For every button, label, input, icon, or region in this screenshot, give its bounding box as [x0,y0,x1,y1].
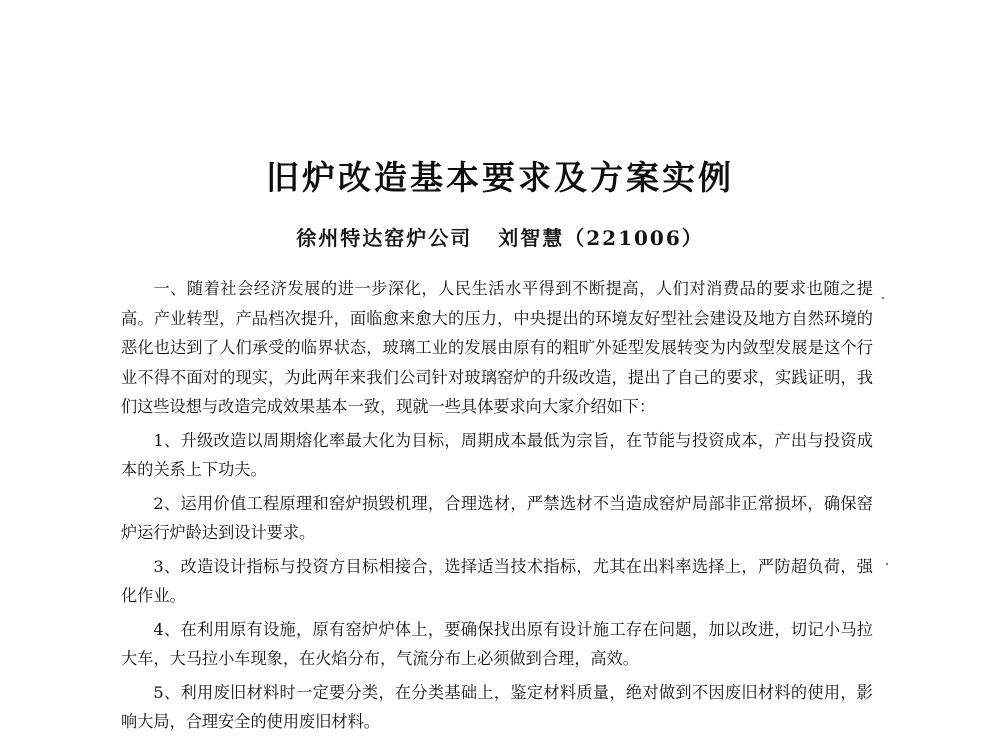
document-body [121,274,873,737]
requirement-item-2: 2、运用价值工程原理和窑炉损毁机理，合理选材，严禁选材不当造成窑炉局部非正常损坏，确保窑炉运行炉龄达到设计要求。 [121,493,873,542]
requirement-item-3: 3、改造设计指标与投资方目标相接合，选择适当技术指标，尤其在出料率选择上，严防超负荷，强化作业。 [121,556,873,605]
requirement-item-1: 1、升级改造以周期熔化率最大化为目标，周期成本最低为宗旨，在节能与投资成本，产出与投资成本的关系上下功夫。 [121,430,873,479]
byline [0,222,1000,251]
author-name: 刘智慧（221006） [498,226,704,250]
scan-speck [882,297,884,299]
requirement-item-4: 4、在利用原有设施，原有窑炉炉体上，要确保找出原有设计施工存在问题，加以改进，切记小马拉大车，大马拉小车现象，在火焰分布，气流分布上必须做到合理，高效。 [121,619,873,668]
requirement-item-5: 5、利用废旧材料时一定要分类，在分类基础上，鉴定材料质量，绝对做到不因废旧材料的使用，影响大局，合理安全的使用废旧材料。 [121,682,873,731]
intro-paragraph: 一、随着社会经济发展的进一步深化，人民生活水平得到不断提高，人们对消费品的要求也随之提高。产业转型，产品档次提升，面临愈来愈大的压力，中央提出的环境友好型社会建设及地方自然环境的恶化也达到了人们承受的临界状态，玻璃工业的发展由原有的粗旷外延型发展转变为内敛型发展是这个行业不得不面对的现实，为此两年来我们公司针对玻璃窑炉的升级改造，提出了自己的要求，实践证明，我们这些设想与改造完成效果基本一致，现就一些具体要求向大家介绍如下： [121,279,873,416]
author-company: 徐州特达窑炉公司 [296,226,473,250]
scan-speck [886,563,888,565]
document-title: 旧炉改造基本要求及方案实例 [266,158,734,197]
